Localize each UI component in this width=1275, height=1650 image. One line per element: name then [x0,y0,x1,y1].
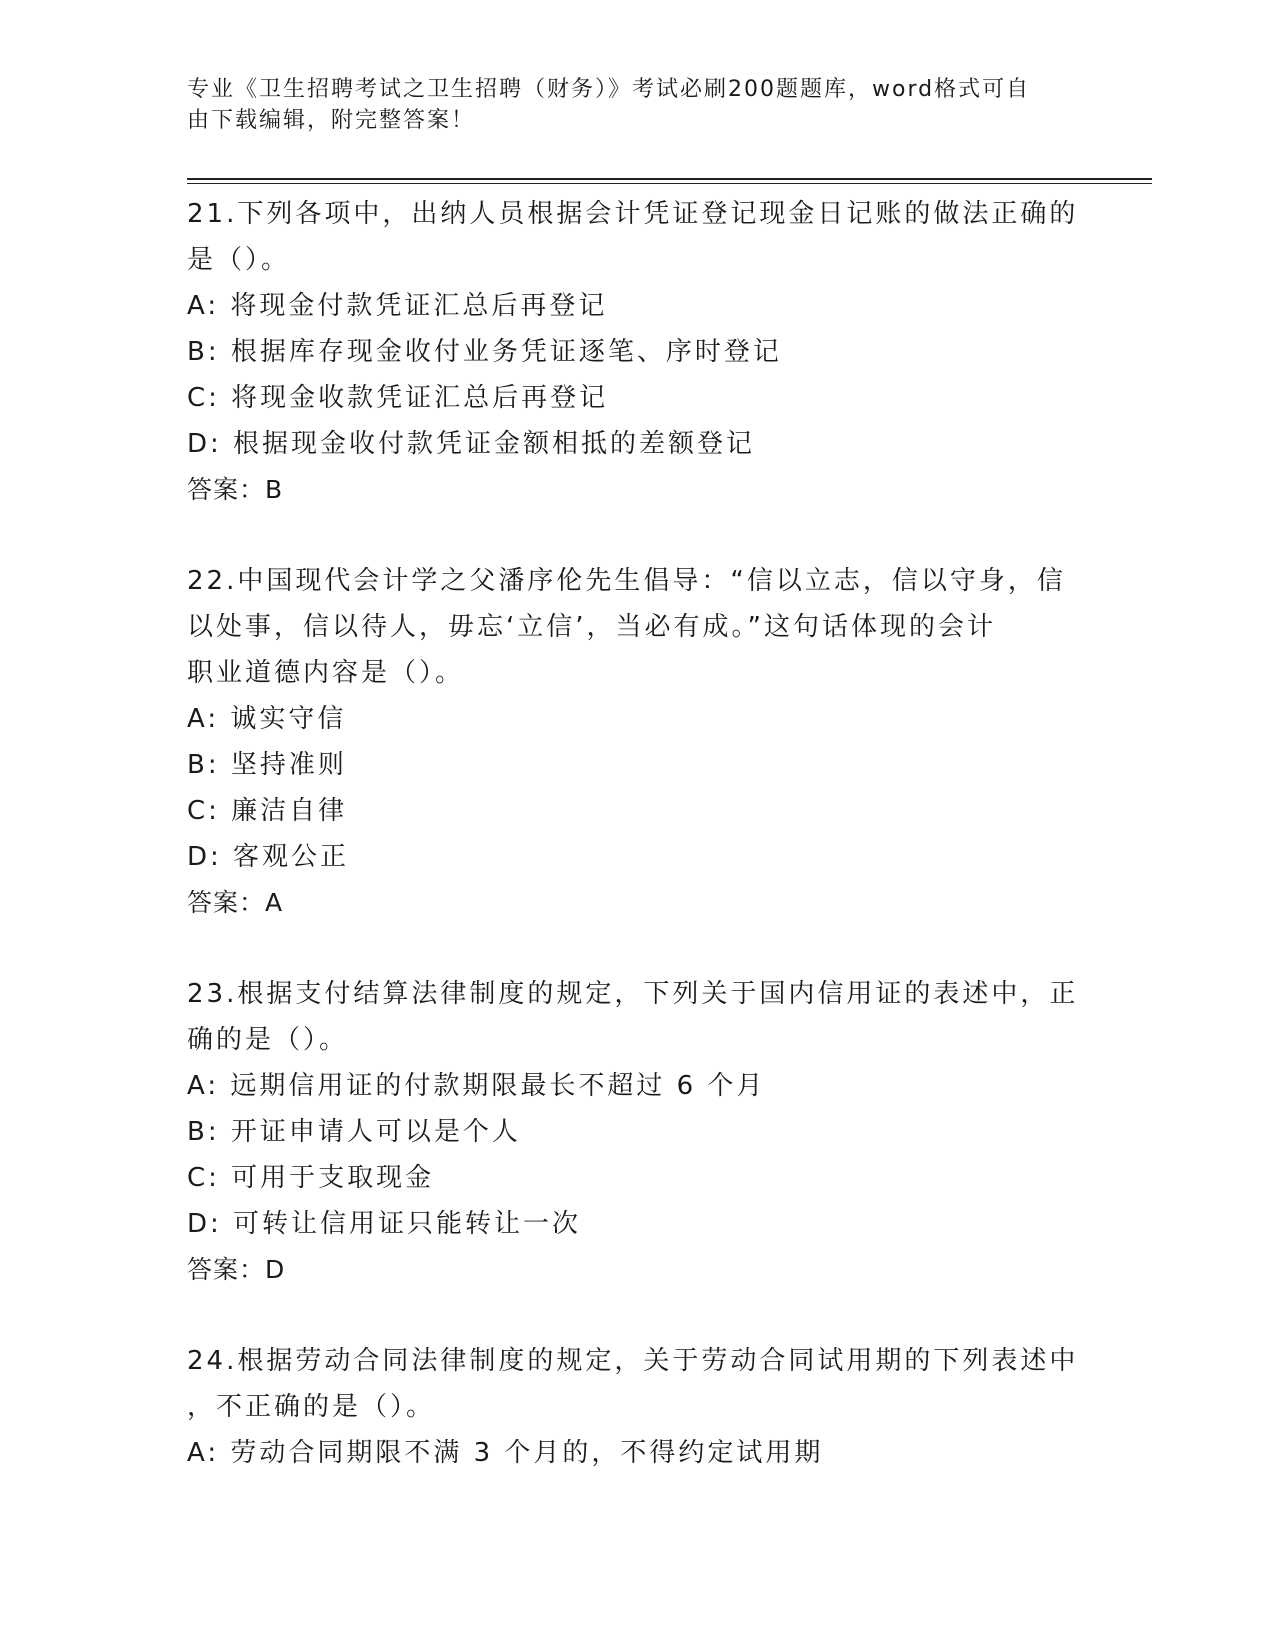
option-a: A: 将现金付款凭证汇总后再登记 [187,291,608,321]
question-stem-line: 24.根据劳动合同法律制度的规定，关于劳动合同试用期的下列表述中 [187,1346,1079,1376]
option-d: D: 根据现金收付款凭证金额相抵的差额登记 [187,429,756,459]
header-line-1: 专业《卫生招聘考试之卫生招聘（财务）》考试必刷200题题库，word格式可自 [187,77,1031,102]
question-stem-line: 22.中国现代会计学之父潘序伦先生倡导：“信以立志，信以守身，信 [187,566,1066,596]
question-stem-line: 确的是（）。 [187,1025,349,1055]
option-a: A: 劳动合同期限不满 3 个月的，不得约定试用期 [187,1438,824,1468]
header-divider [187,178,1152,184]
option-c: C: 将现金收款凭证汇总后再登记 [187,383,609,413]
option-b: B: 坚持准则 [187,750,347,780]
question-stem-line: 是（）。 [187,245,291,275]
option-a: A: 远期信用证的付款期限最长不超过 6 个月 [187,1071,766,1101]
question-stem-line: 21.下列各项中，出纳人员根据会计凭证登记现金日记账的做法正确的 [187,199,1079,229]
option-d: D: 可转让信用证只能转让一次 [187,1209,582,1239]
question-stem-line: ，不正确的是（）。 [187,1392,436,1422]
question-stem-line: 职业道德内容是（）。 [187,658,465,688]
answer: 答案：B [187,475,284,504]
answer: 答案：A [187,888,284,917]
answer: 答案：D [187,1255,286,1284]
question-24 [187,1338,1087,1476]
option-b: B: 开证申请人可以是个人 [187,1117,521,1147]
question-stem-line: 以处事，信以待人，毋忘‘立信’，当必有成。”这句话体现的会计 [187,612,996,642]
option-b: B: 根据库存现金收付业务凭证逐笔、序时登记 [187,337,782,367]
option-c: C: 廉洁自律 [187,796,348,826]
question-list [187,191,1087,1521]
question-23 [187,971,1087,1293]
option-d: D: 客观公正 [187,842,350,872]
question-22 [187,558,1087,926]
document-header [187,74,1067,136]
header-line-2: 由下载编辑，附完整答案！ [187,108,476,133]
option-a: A: 诚实守信 [187,704,347,734]
question-21 [187,191,1087,513]
question-stem-line: 23.根据支付结算法律制度的规定，下列关于国内信用证的表述中，正 [187,979,1079,1009]
option-c: C: 可用于支取现金 [187,1163,435,1193]
